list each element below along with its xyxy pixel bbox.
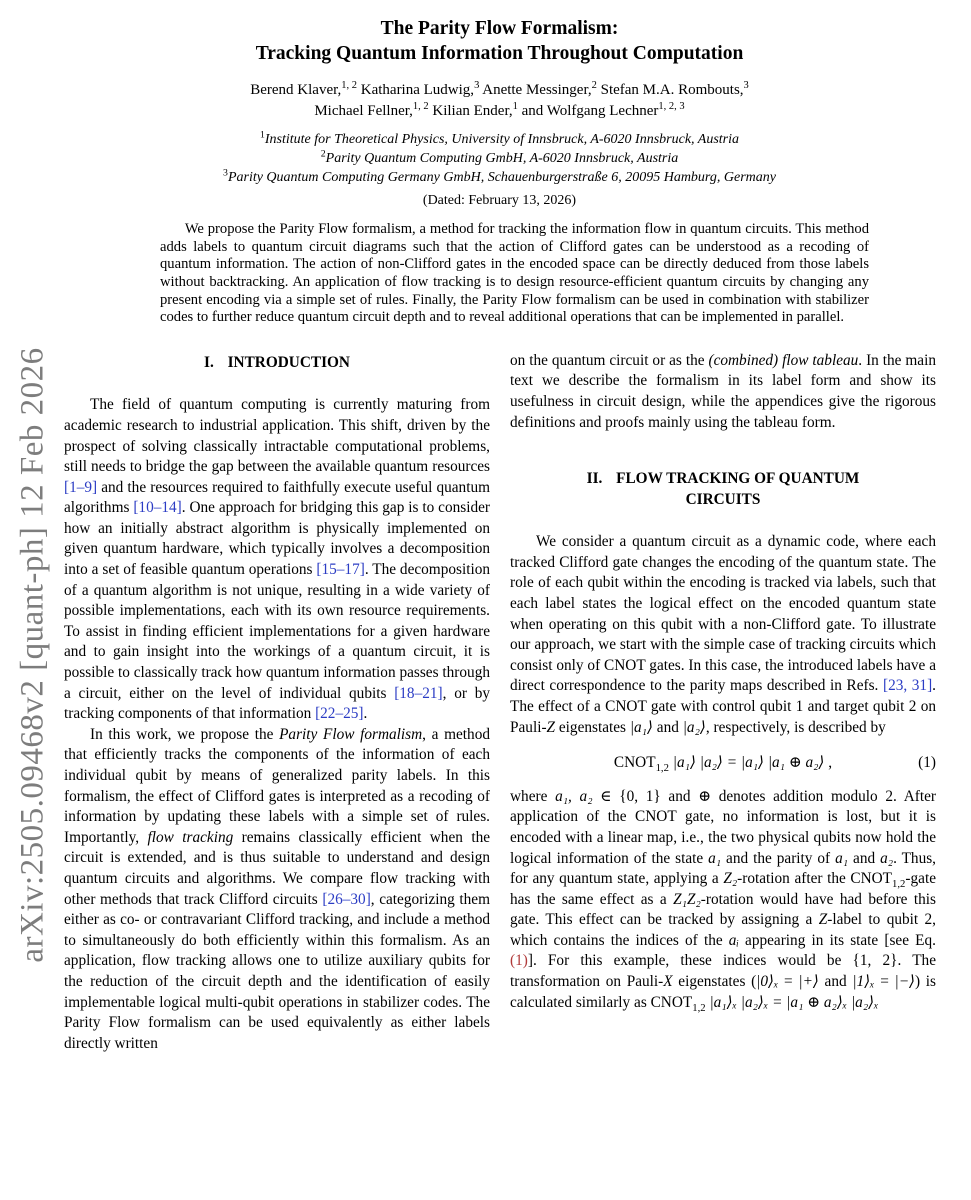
title-line-2: Tracking Quantum Information Throughout Computation xyxy=(255,43,744,65)
section-1-number: I. xyxy=(204,353,214,371)
title-line-1: The Parity Flow Formalism: xyxy=(380,18,619,39)
abstract: We propose the Parity Flow formalism, a method for tracking the information flow in quantum circuits. This method adds labels to quantum circuit diagrams such that the action of Clifford gates can be understood as a recoding of quantum information. The action of non-Clifford gates in the encoded space can be directly deduced from those labels without backtracking. An application of flow tracking is to design resource-efficient quantum circuits by changing any present encoding via a simple set of rules. Finally, the Parity Flow formalism can be used in combination with stabilizer codes to further reduce quantum circuit depth and to reveal additional operations that can be implemented in parallel. xyxy=(160,221,869,326)
citation-link[interactable]: [10–14] xyxy=(133,499,182,517)
section-2-paragraph-2: where a₁, a₂ ∈ {0, 1} and ⊕ denotes addition modulo 2. After application of the CNOT gate, no information is lost, but it is encoded with a linear map, i.e., the two physical qubits now hold the logical information of the state a₁ and the parity of a₁ and a₂. Thus, for any quantum state, applying a Z₂-rotation after the $CNOT_{1,2}$-gate has the same effect as a Z₁Z₂-rotation would have had before this gate. This effect can be tracked by assigning a Z-label to qubit 2, which contains the indices of the aᵢ appearing in its state [see Eq. (1)]. For this example, these indices would be {1, 2}. The transformation on Pauli-X eigenstates (|0⟩ₓ = |+⟩ and |1⟩ₓ = |−⟩) is calculated similarly as $CNOT_{1,2}$ |a₁⟩ₓ |a₂⟩ₓ = |a₁ ⊕ a₂⟩ₓ |a₂⟩ₓ xyxy=(510,787,936,1014)
section-2-number: II. xyxy=(586,470,603,488)
affiliation-1: $^1$Institute for Theoretical Physics, University of Innsbruck, A-6020 Innsbruck, Austria xyxy=(259,129,740,148)
two-column-body xyxy=(64,351,935,1054)
citation-link[interactable]: [23, 31] xyxy=(882,677,933,695)
citation-link[interactable]: [22–25] xyxy=(315,705,364,723)
section-2-paragraph-1: We consider a quantum circuit as a dynamic code, where each tracked Clifford gate changes the encoding of the quantum state. The role of each qubit within the encoding is tracked via labels, such that each label states the logical effect on the encoded quantum state when operating on this qubit with a non-Clifford gate. To illustrate our approach, we start with the simple case of tracking circuits which consist only of CNOT gates. In this case, the introduced labels have a direct correspondence to the parity maps described in Refs. [23, 31]. The effect of a CNOT gate with control qubit 1 and target qubit 2 on Pauli-Z eigenstates |a₁⟩ and |a₂⟩, respectively, is described by xyxy=(510,533,936,736)
author-line-2: Michael Fellner,$^{1, 2}$ Kilian Ender,$^1$ and Wolfgang Lechner$^{1, 2, 3}$ xyxy=(314,101,685,120)
author-list xyxy=(64,80,935,124)
equation-1-body: $CNOT_{1,2}$ |a₁⟩ |a₂⟩ = |a₁⟩ |a₁ ⊕ a₂⟩ , xyxy=(613,754,833,775)
section-1-heading xyxy=(74,353,480,373)
paper-header xyxy=(64,16,935,209)
citation-link[interactable]: [1–9] xyxy=(64,478,98,496)
paper-date: (Dated: February 13, 2026) xyxy=(422,193,577,209)
section-1-title: INTRODUCTION xyxy=(227,353,350,371)
author-line-1: Berend Klaver,$^{1, 2}$ Katharina Ludwig,$^3$ Anette Messinger,$^2$ Stefan M.A. Rombouts,$^3$ xyxy=(250,79,749,98)
section-2-title: FLOW TRACKING OF QUANTUM CIRCUITS xyxy=(616,470,860,508)
intro-paragraph-2: In this work, we propose the Parity Flow formalism, a method that efficiently tracks the components of the information of each individual qubit by means of generalized parity labels. In this formalism, the effect of Clifford gates is interpreted as a recoding of information by updating these labels with a simple set of rules. Importantly, flow tracking remains classically efficient when the circuit is extended, and is thus suitable to understand and design quantum circuits and algorithms. We compare flow tracking with other methods that track Clifford circuits [26–30], categorizing them either as co- or contravariant Clifford tracking, and include a method to simultaneously do both efficiently within this formalism. As an application, flow tracking allows one to utilize auxiliary qubits for the reduction of the circuit depth and the identification of easily implementable logical multi-qubit operations in stabilizer codes. The Parity Flow formalism can be used equivalently as either labels directly written xyxy=(64,725,491,1052)
arxiv-watermark: arXiv:2505.09468v2 [quant-ph] 12 Feb 2026 xyxy=(14,347,51,963)
affiliation-2: $^2$Parity Quantum Computing GmbH, A-6020 Innsbruck, Austria xyxy=(320,148,679,167)
citation-link[interactable]: [26–30] xyxy=(322,890,371,908)
right-column xyxy=(510,351,936,1054)
citation-link[interactable]: [18–21] xyxy=(394,684,443,702)
continuation-paragraph: on the quantum circuit or as the (combined) flow tableau. In the main text we describe the formalism in its label form and show its usefulness in circuit design, while the appendices give the rigorous definitions and proofs mainly using the tableau form. xyxy=(510,351,936,431)
section-2-heading xyxy=(580,469,866,510)
equation-1-number: (1) xyxy=(918,754,936,772)
intro-paragraph-1: The field of quantum computing is currently maturing from academic research to industrial application. This shift, driven by the prospect of solving classically intractable computational problems, still needs to bridge the gap between the available quantum resources [1–9] and the resources required to faithfully execute useful quantum algorithms [10–14]. One approach for bridging this gap is to consider how an initially abstract algorithm is physically implemented on given quantum hardware, which typically involves a decomposition into a set of feasible quantum operations [15–17]. The decomposition of a quantum algorithm is not unique, resulting in a wide variety of possible implementations, each with its own resource requirements. To assist in finding efficient implementations for a given hardware and to gain insight into the workings of a quantum circuit, it is possible to classically track how quantum information passes through a circuit, either on the level of individual qubits [18–21], or by tracking components of that information [22–25]. xyxy=(64,396,490,723)
equation-ref-link[interactable]: (1) xyxy=(510,952,528,970)
citation-link[interactable]: [15–17] xyxy=(316,561,365,579)
left-column xyxy=(64,351,490,1054)
equation-1 xyxy=(510,753,936,774)
affiliation-3: $^3$Parity Quantum Computing Germany GmbH, Schauenburgerstraße 6, 20095 Hamburg, Germany xyxy=(223,167,776,186)
affiliation-list xyxy=(64,130,935,187)
paper-title xyxy=(64,16,935,67)
